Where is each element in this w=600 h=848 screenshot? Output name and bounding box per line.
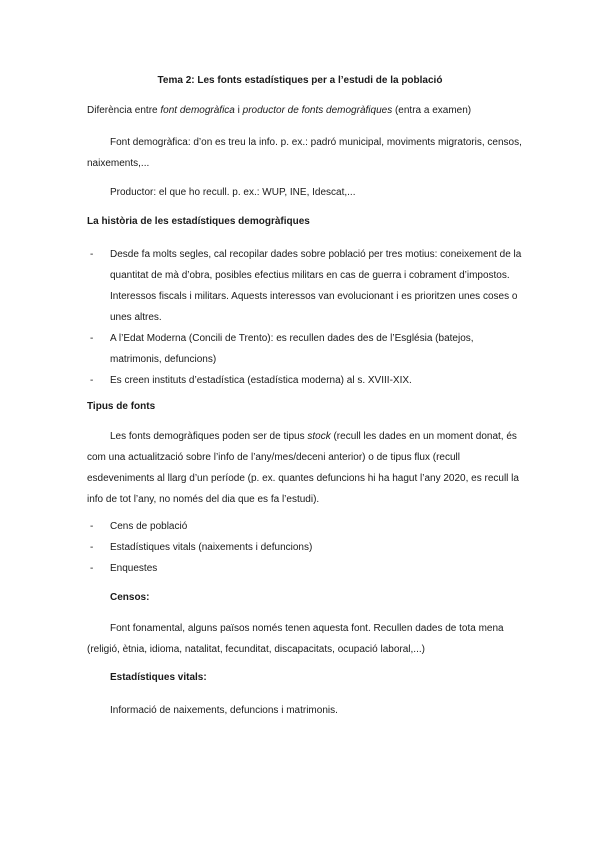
definition-font: Font demogràfica: d’on es treu la info. p. ex.: padró municipal, moviments migratoris, censos, naixements,... xyxy=(87,137,522,169)
list-item-text: A l’Edat Moderna (Concili de Trento): es recullen dades des de l’Església (batejos, matrimonis, defuncions) xyxy=(110,333,474,365)
list-item-text: Es creen instituts d’estadística (estadística moderna) al s. XVIII-XIX. xyxy=(110,375,412,386)
types-para-prefix: Les fonts demogràfiques poden ser de tipus xyxy=(110,431,308,442)
list-item xyxy=(87,370,527,391)
bullet-dash: - xyxy=(90,375,94,386)
vitals-heading: Estadístiques vitals: xyxy=(110,672,207,683)
censos-text: Font fonamental, alguns països només tenen aquesta font. Recullen dades de tota mena (religió, ètnia, idioma, natalitat, fecunditat, discapacitats, ocupació laboral,...) xyxy=(87,623,504,655)
list-item xyxy=(87,516,527,537)
list-item xyxy=(87,244,527,328)
page-title: Tema 2: Les fonts estadístiques per a l’estudi de la població xyxy=(157,75,443,86)
intro-suffix: (entra a examen) xyxy=(392,105,472,116)
intro-prefix: Diferència entre xyxy=(87,105,161,116)
history-list xyxy=(87,244,527,391)
bullet-dash: - xyxy=(90,542,94,553)
types-heading: Tipus de fonts xyxy=(87,401,156,412)
types-list xyxy=(87,516,527,579)
intro-middle: i xyxy=(234,105,243,116)
censos-heading: Censos: xyxy=(110,592,150,603)
vitals-text: Informació de naixements, defuncions i matrimonis. xyxy=(110,705,338,716)
bullet-dash: - xyxy=(90,333,94,344)
list-item-text: Cens de població xyxy=(110,521,188,532)
list-item-text: Desde fa molts segles, cal recopilar dades sobre població per tres motius: coneixement de la quantitat de mà d’obra, posibles efectius militars en cas de guerra i cobrament d’impostos. Interessos fiscals i militars. Aquests interessos van evolucionant i es prioritzen unes coses o unes altres. xyxy=(110,249,522,323)
definition-productor: Productor: el que ho recull. p. ex.: WUP, INE, Idescat,... xyxy=(110,187,356,198)
intro-paragraph xyxy=(87,100,527,121)
types-stock-term: stock xyxy=(307,431,331,442)
intro-term-productor: productor de fonts demogràfiques xyxy=(242,105,393,116)
bullet-dash: - xyxy=(90,249,94,260)
history-heading: La història de les estadístiques demogràfiques xyxy=(87,216,310,227)
types-para-suffix: (recull les dades en un moment donat, és com una actualització sobre l’info de l’any/mes/deceni anterior) o de tipus flux (recull esdeveniments al llarg d’un període (p. ex. quantes defuncions hi ha hagut l’any 2020, es recull la info de tot l’any, no només del dia que es fa l’estudi). xyxy=(87,431,519,505)
bullet-dash: - xyxy=(90,521,94,532)
list-item-text: Estadístiques vitals (naixements i defuncions) xyxy=(110,542,313,553)
list-item xyxy=(87,558,527,579)
list-item xyxy=(87,537,527,558)
bullet-dash: - xyxy=(90,563,94,574)
list-item-text: Enquestes xyxy=(110,563,158,574)
types-paragraph xyxy=(87,426,527,510)
list-item xyxy=(87,328,527,370)
intro-term-font: font demogràfica xyxy=(160,105,235,116)
